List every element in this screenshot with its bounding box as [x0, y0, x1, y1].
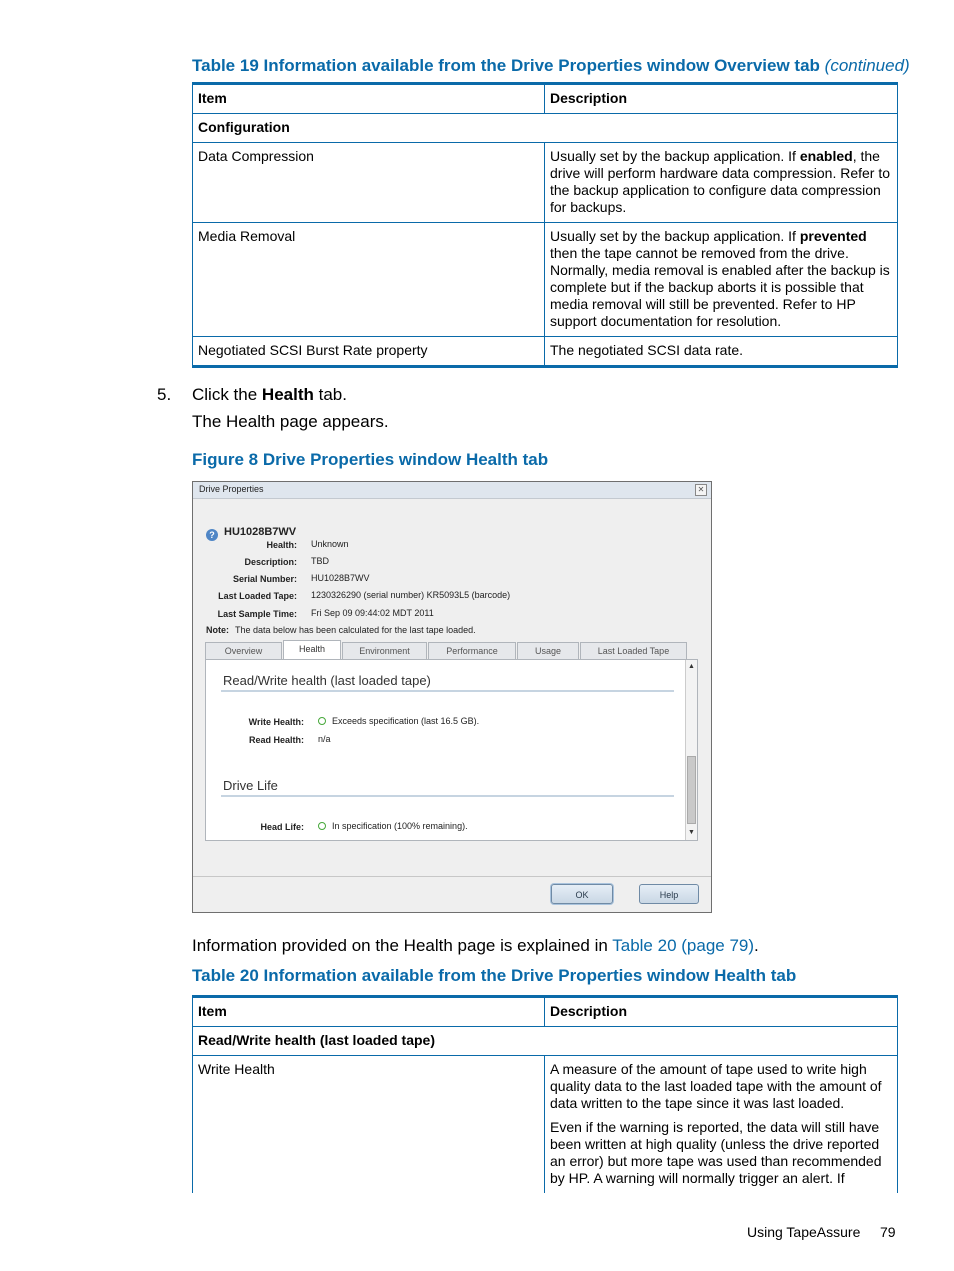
vertical-scrollbar[interactable]: [685, 660, 697, 840]
table19-row-description: [545, 143, 898, 223]
step-text: Click the: [192, 385, 262, 404]
tab-last-loaded-tape[interactable]: Last Loaded Tape: [580, 642, 687, 659]
table19-section-configuration: Configuration: [193, 114, 898, 143]
serial-number-label: Serial Number:: [232, 574, 297, 584]
write-health-value: [318, 716, 479, 726]
status-ok-icon: [318, 822, 326, 830]
last-sample-time-label: Last Sample Time:: [217, 609, 297, 619]
table20-header-item: Item: [193, 997, 545, 1027]
last-loaded-tape-label: Last Loaded Tape:: [218, 591, 297, 601]
desc-paragraph: A measure of the amount of tape used to write high quality data to the last loaded tape with the amount of data written to the tape since it was last loaded.: [550, 1061, 882, 1111]
last-loaded-tape-value: 1230326290 (serial number) KR5093L5 (barcode): [311, 590, 511, 600]
ok-button[interactable]: OK: [551, 884, 613, 904]
note-label: Note:: [206, 625, 229, 635]
table19-row-item: Data Compression: [193, 143, 545, 223]
table19-caption-text: Table 19 Information available from the Drive Properties window Overview tab: [192, 56, 820, 75]
table20-section-rw-health: Read/Write health (last loaded tape): [193, 1027, 898, 1056]
head-life-text: In specification (100% remaining).: [332, 821, 468, 831]
table-row: [193, 143, 898, 223]
drive-properties-window: [192, 481, 712, 913]
scroll-up-icon[interactable]: ▲: [688, 663, 695, 670]
step-result: The Health page appears.: [192, 412, 389, 431]
scroll-thumb[interactable]: [687, 756, 696, 824]
help-circle-icon: ?: [206, 529, 218, 541]
desc-bold: enabled: [799, 148, 853, 164]
serial-number-value: HU1028B7WV: [311, 573, 370, 583]
footer-divider: [193, 876, 711, 877]
figure8-caption: Figure 8 Drive Properties window Health tab: [192, 450, 549, 469]
table20-header-row: [193, 997, 898, 1027]
table-row: [193, 337, 898, 367]
table19-header-item: Item: [193, 84, 545, 114]
health-label: Health:: [266, 540, 297, 550]
step-text: tab.: [313, 385, 347, 404]
desc-bold: prevented: [799, 228, 867, 244]
table20-row-description: [545, 1056, 898, 1194]
table19-section-row: [193, 114, 898, 143]
info-line: [192, 936, 759, 956]
step-instruction: [192, 385, 347, 405]
info-text: Information provided on the Health page is explained in: [192, 936, 613, 955]
last-sample-time-value: Fri Sep 09 09:44:02 MDT 2011: [311, 608, 434, 618]
close-icon[interactable]: ✕: [695, 484, 707, 496]
step-number: 5.: [157, 385, 172, 404]
step-bold: Health: [261, 385, 314, 404]
read-health-value: n/a: [318, 734, 331, 744]
description-label: Description:: [244, 557, 297, 567]
table20-header-description: Description: [545, 997, 898, 1027]
desc-text: then the tape cannot be removed from the drive. Normally, media removal is enabled after the backup is complete but if the backup aborts it is possible that media removal will still be prevented. Refer to HP support documentation for resolution.: [550, 245, 890, 329]
section-divider: [221, 690, 674, 692]
tab-usage[interactable]: Usage: [517, 642, 579, 659]
table20-caption: Table 20 Information available from the Drive Properties window Health tab: [192, 966, 797, 985]
write-health-text: Exceeds specification (last 16.5 GB).: [332, 716, 480, 726]
health-tab-panel: [205, 659, 698, 841]
window-title: Drive Properties: [199, 484, 264, 494]
table19-caption-suffix: (continued): [824, 56, 910, 75]
table-row: [193, 1056, 898, 1194]
head-life-value: [318, 821, 468, 831]
read-health-label: Read Health:: [248, 735, 304, 745]
footer-section-title: Using TapeAssure: [747, 1224, 861, 1240]
tab-environment[interactable]: Environment: [342, 642, 427, 659]
write-health-label: Write Health:: [248, 717, 304, 727]
desc-text: , the drive will perform hardware data compression. Refer to the backup application to configure data compression for backups.: [550, 148, 891, 215]
device-name: HU1028B7WV: [224, 526, 297, 538]
drive-life-title: Drive Life: [223, 778, 278, 793]
table19: [192, 82, 898, 368]
table19-row-item: Negotiated SCSI Burst Rate property: [193, 337, 545, 367]
tab-performance[interactable]: Performance: [428, 642, 516, 659]
desc-text: Usually set by the backup application. If: [550, 148, 800, 164]
table-row: [193, 223, 898, 337]
description-value: TBD: [311, 556, 329, 566]
table19-header-row: [193, 84, 898, 114]
table19-row-item: Media Removal: [193, 223, 545, 337]
table20-section-row: [193, 1027, 898, 1056]
rw-health-title: Read/Write health (last loaded tape): [223, 673, 431, 688]
table19-row-description: [545, 223, 898, 337]
table19-header-description: Description: [545, 84, 898, 114]
table20-link[interactable]: Table 20 (page 79): [612, 936, 755, 955]
section-divider: [221, 795, 674, 797]
desc-text: Usually set by the backup application. If: [550, 228, 800, 244]
note-text: The data below has been calculated for the last tape loaded.: [235, 625, 476, 635]
help-button[interactable]: Help: [639, 884, 699, 904]
page-number: 79: [880, 1224, 896, 1240]
table19-caption: [192, 56, 910, 76]
window-titlebar: [193, 482, 711, 499]
table20: [192, 995, 898, 1193]
health-value: Unknown: [311, 539, 349, 549]
table20-row-item: Write Health: [193, 1056, 545, 1194]
status-ok-icon: [318, 717, 326, 725]
scroll-down-icon[interactable]: ▼: [688, 829, 695, 836]
tab-health[interactable]: Health: [283, 640, 341, 659]
head-life-label: Head Life:: [260, 822, 304, 832]
tab-overview[interactable]: Overview: [205, 642, 282, 659]
table19-row-description: The negotiated SCSI data rate.: [545, 337, 898, 367]
info-text: .: [754, 936, 759, 955]
desc-paragraph: Even if the warning is reported, the data will still have been written at high quality (unless the drive reported an error) but more tape was used than recommended by HP. A warning will normally trigger an alert. If: [550, 1119, 882, 1186]
